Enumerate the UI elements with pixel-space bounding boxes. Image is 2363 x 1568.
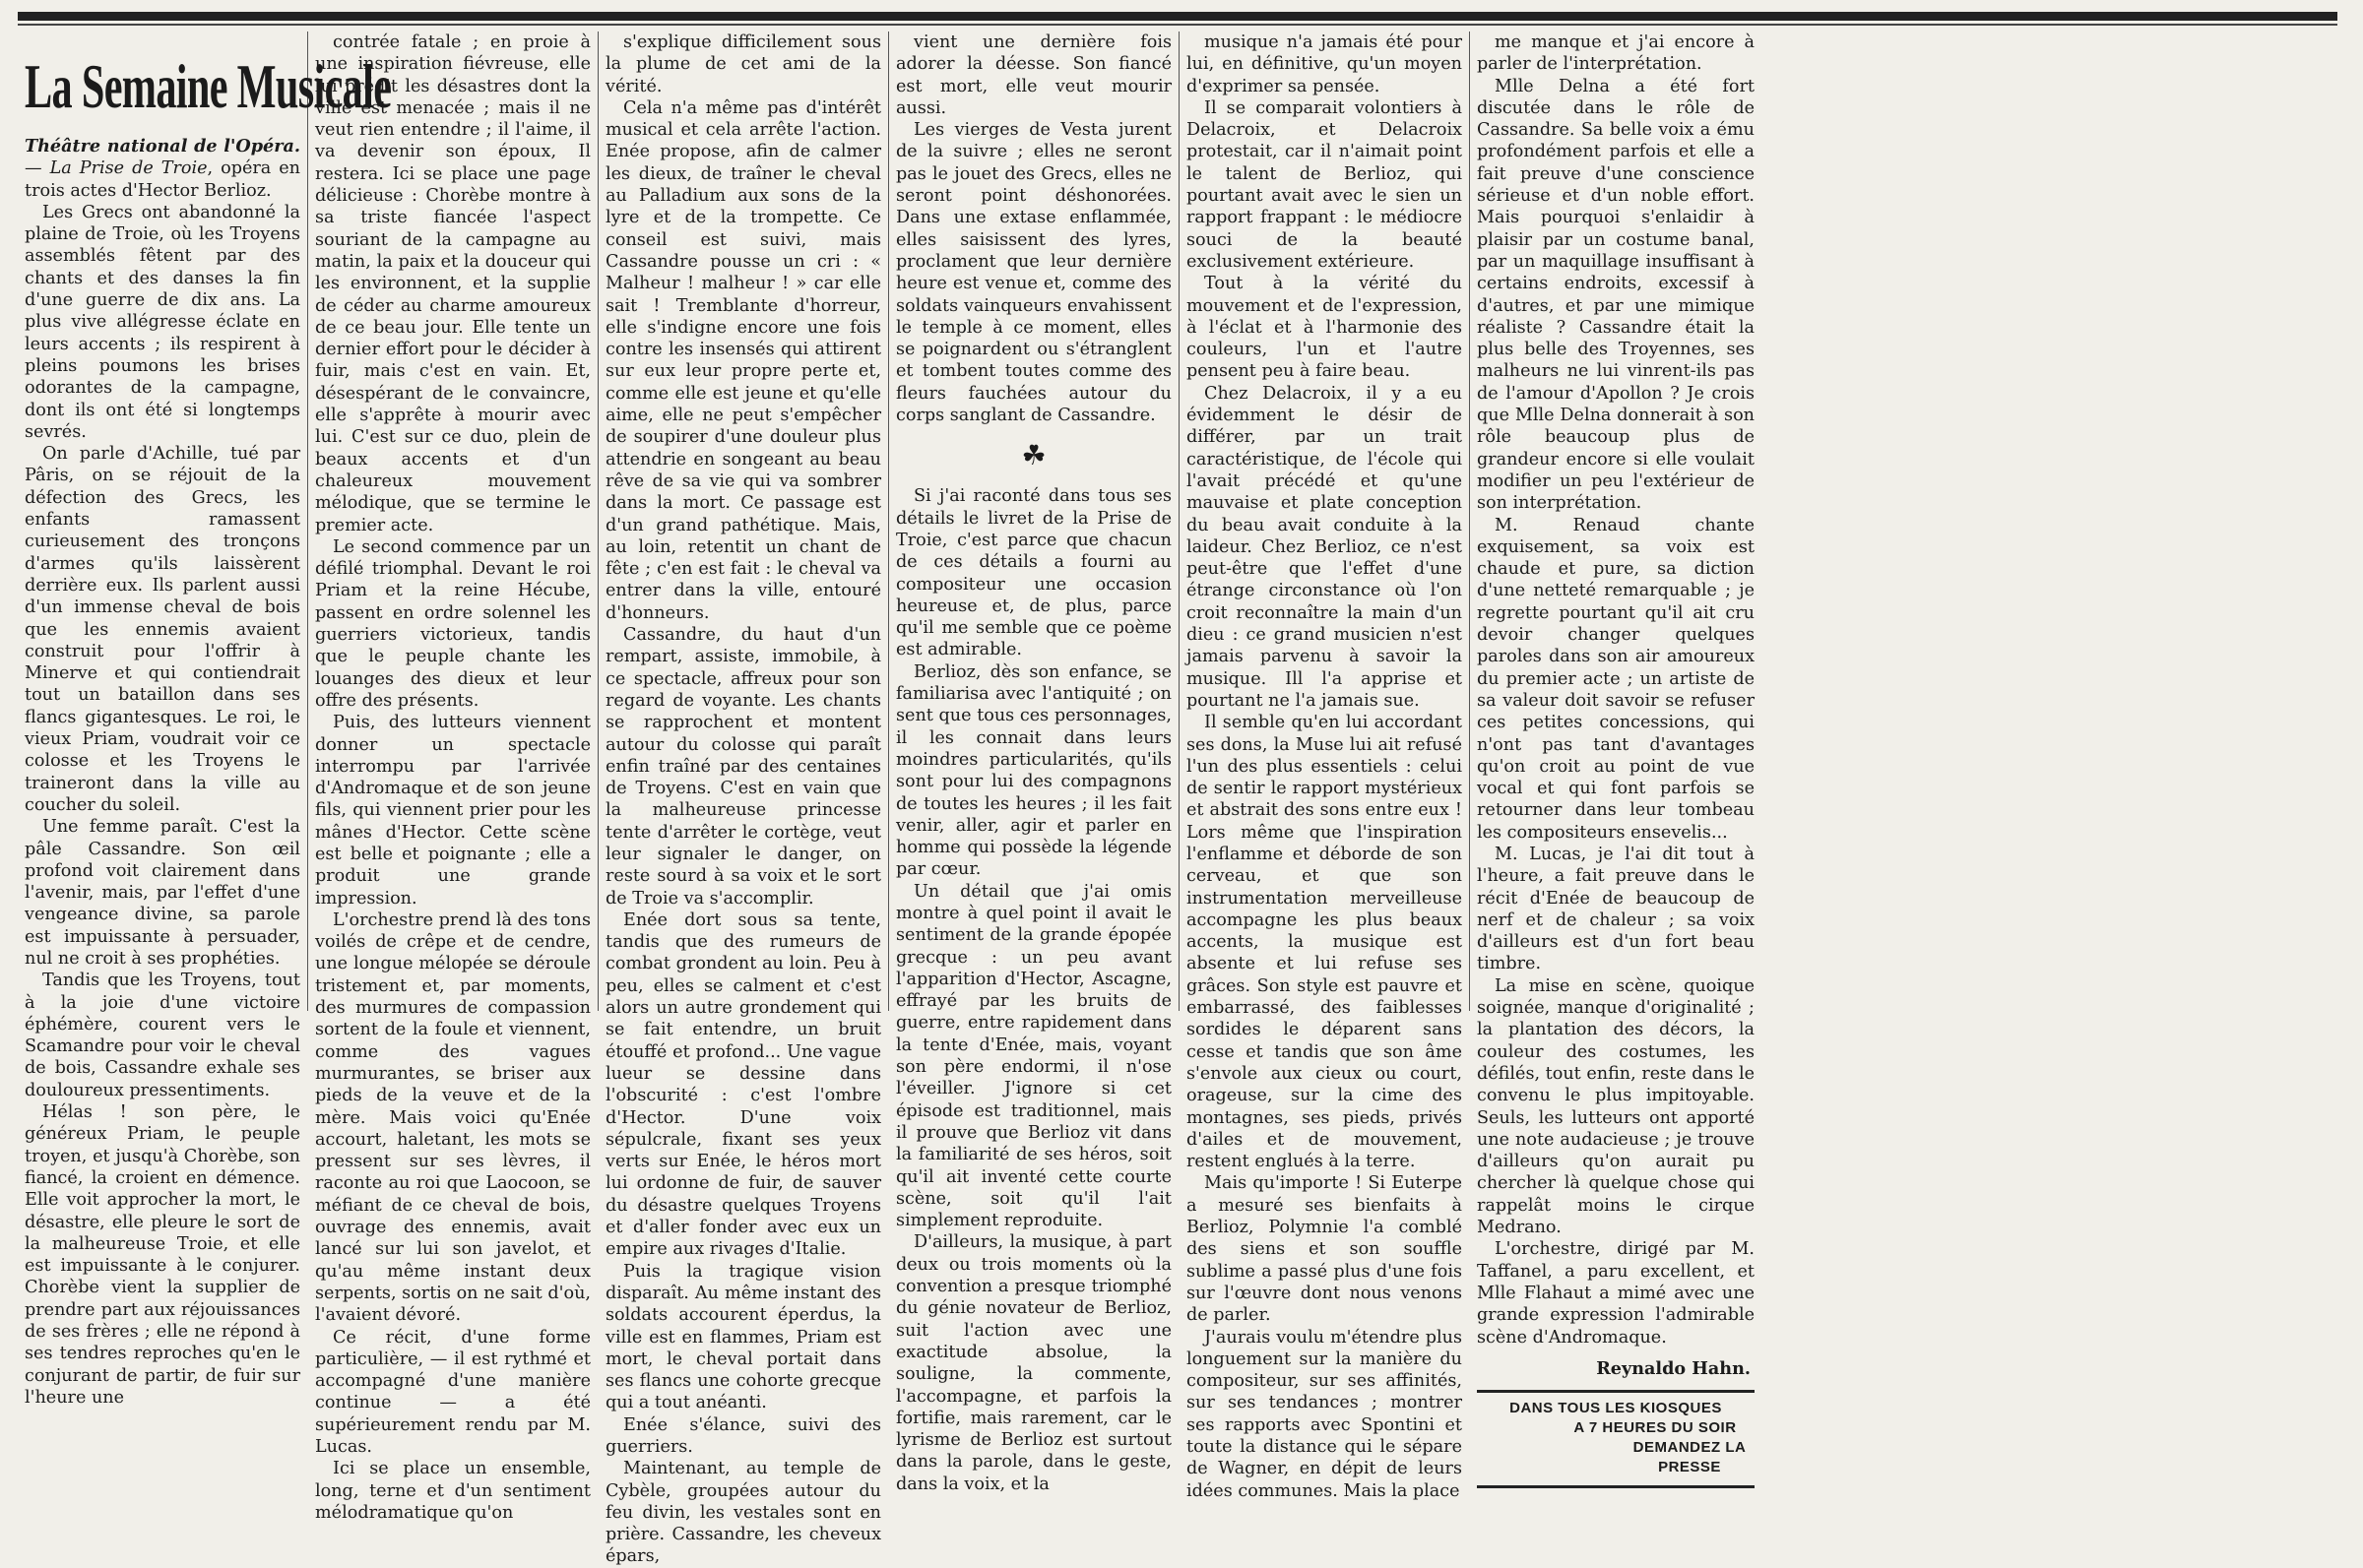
paragraph: s'explique difficilement sous la plume de cet ami de la vérité.	[606, 32, 881, 96]
rubric-venue: Théâtre national de l'Opéra.	[25, 136, 300, 157]
paragraph: contrée fatale ; en proie à une inspiration fiévreuse, elle lui prédit les désastres dont la ville est menacée ; mais il ne veut rien entendre ; il l'aime, il va devenir son époux, Il restera. Ici se place une page délicieuse : Chorèbe montre à sa triste fiancée l'aspect souriant de la campagne au matin, la paix et la douceur qui les environnent, et la supplie de céder au charme amoureux de ce beau jour. Elle tente un dernier effort pour le décider à fuir, mais c'est en vain. Et, désespérant de le convaincre, elle s'apprête à mourir avec lui. C'est sur ce duo, plein de beaux accents et d'un chaleureux mouvement mélodique, que se termine le premier acte.	[315, 32, 591, 535]
paragraph: Enée dort sous sa tente, tandis que des rumeurs de combat grondent au loin. Peu à peu, elles se calment et c'est alors un autre grondement qui se fait entendre, un bruit étouffé et profond... Une vague lueur se dessine dans l'obscurité : c'est l'ombre d'Hector. D'une voix sépulcrale, fixant ses yeux verts sur Enée, le héros mort lui ordonne de fuir, de sauver du désastre quelques Troyens et d'aller fonder avec eux un empire aux rivages d'Italie.	[606, 909, 881, 1260]
column-2-body	[315, 31, 591, 1524]
paragraph: vient une dernière fois adorer la déesse. Son fiancé est mort, elle veut mourir aussi.	[896, 32, 1172, 118]
paragraph: Mlle Delna a été fort discutée dans le rôle de Cassandre. Sa belle voix a ému profondément parfois et elle a fait preuve d'une conscience sérieuse et d'un noble effort. Mais pourquoi s'enlaidir à plaisir par un costume banal, par un maquillage insuffisant à certains endroits, excessif à d'autres, et par une mimique réaliste ? Cassandre était la plus belle des Troyennes, ses malheurs ne lui vinrent-ils pas de l'amour d'Apollon ? Je crois que Mlle Delna donnerait à son rôle beaucoup plus de grandeur encore si elle voulait modifier un peu l'extérieur de son interprétation.	[1477, 76, 1755, 514]
paragraph: Berlioz, dès son enfance, se familiarisa avec l'antiquité ; on sent que tous ces personnages, il les connait dans leurs moindres particularités, qu'ils sont pour lui des compagnons de toutes les heures ; il les fait venir, aller, agir et parler en homme qui possède la légende par cœur.	[896, 661, 1172, 880]
paragraph: Une femme paraît. C'est la pâle Cassandre. Son œil profond voit clairement dans l'avenir, mais, par l'effet d'une vengeance divine, sa parole est impuissante à persuader, nul ne croit à ses prophéties.	[25, 817, 300, 969]
column-3-body	[606, 31, 881, 1568]
paragraph: J'aurais voulu m'étendre plus longuement sur la manière du compositeur, sur ses affinités, sur ses tendances ; montrer ses rapports avec Spontini et toute la distance qui le sépare de Wagner, en dépit de leurs idées communes. Mais la place	[1186, 1327, 1462, 1501]
stop-press-line-1: DANS TOUS LES KIOSQUES	[1509, 1400, 1722, 1417]
paragraph: Puis la tragique vision disparaît. Au même instant des soldats accourent éperdus, la ville est en flammes, Priam est mort, le cheval portait dans ses flancs une cohorte grecque qui a tout anéanti.	[606, 1261, 881, 1413]
paragraph: D'ailleurs, la musique, à part deux ou trois moments où la convention a presque triomphé du génie novateur de Berlioz, suit l'action avec une exactitude absolue, la souligne, la commente, l'accompagne, et parfois la fortifie, mais rarement, car le lyrisme de Berlioz est surtout dans la parole, dans le geste, dans la voix, et la	[896, 1232, 1172, 1494]
masthead-title: La Semaine Musicale	[25, 51, 392, 121]
paragraph: Ce récit, d'une forme particulière, — il est rythmé et accompagné d'une manière continue — a été supérieurement rendu par M. Lucas.	[315, 1327, 591, 1457]
rubric-dash: —	[25, 158, 50, 179]
paragraph: Si j'ai raconté dans tous ses détails le livret de la Prise de Troie, c'est parce que chacun de ces détails a fourni au compositeur une occasion heureuse et, de plus, parce qu'il me semble que ce poème est admirable.	[896, 486, 1172, 660]
top-rule	[18, 12, 2337, 21]
paragraph: Maintenant, au temple de Cybèle, groupées autour du feu divin, les vestales sont en prière. Cassandre, les cheveux épars,	[606, 1459, 881, 1567]
paragraph: Ici se place un ensemble, long, terne et d'un sentiment mélodramatique qu'on	[315, 1459, 591, 1523]
paragraph: Hélas ! son père, le généreux Priam, le peuple troyen, et jusqu'à Chorèbe, son fiancé, la croient en démence. Elle voit approcher la mort, le désastre, elle pleure le sort de la malheureuse Troie, et elle est impuissante à le conjurer. Chorèbe vient la supplier de prendre part aux réjouissances de ses frères ; elle ne répond à ses tendres reproches qu'en le conjurant de partir, de fuir sur l'heure une	[25, 1102, 300, 1408]
stop-press-banner	[1477, 1390, 1755, 1488]
column-6	[1470, 31, 1761, 1476]
paragraph: musique n'a jamais été pour lui, en définitive, qu'un moyen d'exprimer sa pensée.	[1186, 32, 1462, 96]
section-separator-ornament: ☘	[1021, 439, 1047, 472]
paragraph: Les vierges de Vesta jurent de la suivre ; elles ne seront pas le jouet des Grecs, elles ne seront point déshonorées. Dans une extase enflammée, elles saisissent des lyres, proclament que leur dernière heure est venue et, comme des soldats vainqueurs envahissent le temple à ce moment, elles se poignardent ou s'étranglent et tombent toutes comme des fleurs fauchées autour du corps sanglant de Cassandre.	[896, 120, 1172, 426]
paragraph: Les Grecs ont abandonné la plaine de Troie, où les Troyens assemblés fêtent par des chants et des danses la fin d'une guerre de dix ans. La plus vive allégresse éclate en leurs accents ; ils respirent à pleins poumons les brises odorantes de la campagne, dont ils ont été si longtemps sevrés.	[25, 202, 300, 442]
paragraph: M. Renaud chante exquisement, sa voix est chaude et pure, sa diction d'une netteté remarquable ; je regrette pourtant qu'il ait cru devoir changer quelques paroles dans son air amoureux du premier acte ; un artiste de sa valeur doit savoir se refuser ces petites concessions, qui n'ont pas tant d'avantages qu'on croit au point de vue vocal et qui font parfois se retourner dans leur tombeau les compositeurs ensevelis...	[1477, 515, 1755, 843]
rubric-description: , opéra en trois actes d'Hector Berlioz.	[25, 158, 301, 201]
column-4-body	[896, 31, 1172, 426]
paragraph: Le second commence par un défilé triomphal. Devant le roi Priam et la reine Hécube, passent en ordre solennel les guerriers victorieux, tandis que le peuple chante les louanges des dieux et leur offre des présents.	[315, 536, 591, 711]
paragraph: Puis, des lutteurs viennent donner un spectacle interrompu par l'arrivée d'Andromaque et de son jeune fils, qui viennent prier pour les mânes d'Hector. Cette scène est belle et poignante ; elle a produit une grande impression.	[315, 713, 591, 909]
paragraph: M. Lucas, je l'ai dit tout à l'heure, a fait preuve dans le récit d'Enée de beaucoup de nerf et de chaleur ; sa voix d'ailleurs est d'un fort beau timbre.	[1477, 844, 1755, 974]
paragraph: On parle d'Achille, tué par Pâris, on se réjouit de la défection des Grecs, les enfants ramassent curieusement des tronçons d'armes qu'ils laissèrent derrière eux. Ils parlent aussi d'un immense cheval de bois que les ennemis avaient construit pour l'offrir à Minerve et qui contiendrait tout un bataillon dans ses flancs gigantesques. Le roi, le vieux Priam, voudrait voir ce colosse et les Troyens le traineront dans la ville au coucher du soleil.	[25, 444, 300, 815]
paragraph: Cassandre, du haut d'un rempart, assiste, immobile, à ce spectacle, affreux pour son regard de voyante. Les chants se rapprochent et montent autour du colosse qui paraît enfin traîné par des centaines de Troyens. C'est en vain que la malheureuse princesse tente d'arrêter le cortège, veut leur signaler le danger, on reste sourd à sa voix et le sort de Troie va s'accomplir.	[606, 625, 881, 909]
paragraph: Tandis que les Troyens, tout à la joie d'une victoire éphémère, courent vers le Scamandre pour voir le cheval de bois, Cassandre exhale ses douloureux pressentiments.	[25, 971, 300, 1100]
top-rule-thin	[18, 24, 2337, 26]
article-columns	[18, 31, 2343, 1567]
paragraph: La mise en scène, quoique soignée, manque d'originalité ; la plantation des décors, la couleur des costumes, les défilés, tout enfin, reste dans le convenu le plus impitoyable. Seuls, les lutteurs ont apporté une note audacieuse ; je trouve d'ailleurs qu'on aurait pu chercher là quelque chose qui rappelât moins le cirque Medrano.	[1477, 975, 1755, 1238]
paragraph: Cela n'a même pas d'intérêt musical et cela arrête l'action. Enée propose, afin de calmer les dieux, de traîner le cheval au Palladium aux sons de la lyre et de la trompette. Ce conseil est suivi, mais Cassandre pousse un cri : « Malheur ! malheur ! » car elle sait ! Tremblante d'horreur, elle s'indigne encore une fois contre les insensés qui attirent sur eux leur propre perte et, comme elle est jeune et qu'elle aime, elle ne peut s'empêcher de soupirer d'une douleur plus attendrie en songeant au beau rêve de sa vie qui va sombrer dans la mort. Ce passage est d'un grand pathétique. Mais, au loin, retentit un chant de fête ; c'en est fait : le cheval va entrer dans la ville, entouré d'honneurs.	[606, 97, 881, 623]
paragraph: Chez Delacroix, il y a eu évidemment le désir de différer, par un trait caractéristique, de l'école qui l'avait précédé et qu'une mauvaise et plate conception du beau avait conduite à la laideur. Chez Berlioz, ce n'est peut-être que l'effet d'une étrange circonstance où l'on croit reconnaître la main d'un dieu : ce grand musicien n'est jamais parvenu à savoir la musique. Ill l'a apprise et pourtant ne l'a jamais sue.	[1186, 383, 1462, 711]
stop-press-line-3: DEMANDEZ LA PRESSE	[1632, 1439, 1747, 1476]
column-6-body	[1477, 31, 1755, 1348]
rubric-work-title: La Prise de Troie	[49, 158, 208, 179]
paragraph: Un détail que j'ai omis montre à quel point il avait le sentiment de la grande épopée grecque : un peu avant l'apparition d'Hector, Ascagne, effrayé par les bruits de guerre, entre rapidement dans la tente d'Enée, mais, voyant son père endormi, il n'ose l'éveiller. J'ignore si cet épisode est traditionnel, mais il prouve que Berlioz vit dans la familiarité de ses héros, soit qu'il ait inventé cette courte scène, soit qu'il l'ait simplement reproduite.	[896, 881, 1172, 1231]
column-1-body	[25, 202, 300, 1409]
column-5-body	[1186, 31, 1462, 1502]
article-rubric	[25, 136, 300, 202]
paragraph: Il semble qu'en lui accordant ses dons, la Muse lui ait refusé l'un des plus essentiels : celui de sentir le rapport mystérieux et abstrait des sons entre eux ! Lors même que l'inspiration l'enflamme et déborde de son cerveau, et que son instrumentation merveilleuse accompagne les plus beaux accents, la musique est absente et lui refuse ses grâces. Son style est pauvre et embarrassé, des faiblesses sordides le déparent sans cesse et tandis que son âme s'envole aux cieux ou court, orageuse, sur la cime des montagnes, ses pieds, privés d'ailes et de mouvement, restent englués à la terre.	[1186, 713, 1462, 1172]
author-signature: Reynaldo Hahn.	[1596, 1357, 1751, 1379]
paragraph: Enée s'élance, suivi des guerriers.	[606, 1414, 881, 1457]
paragraph: Il se comparait volontiers à Delacroix, et Delacroix protestait, car il n'aimait point le talent de Berlioz, qui pourtant avait avec le sien un rapport frappant : le médiocre souci de la beauté exclusivement extérieure.	[1186, 97, 1462, 272]
column-4-body-after	[896, 485, 1172, 1495]
column-2	[308, 31, 599, 1523]
column-3	[599, 31, 889, 1567]
paragraph: me manque et j'ai encore à parler de l'interprétation.	[1477, 32, 1755, 75]
paragraph: L'orchestre prend là des tons voilés de crêpe et de cendre, une longue mélopée se déroule tristement et, par moments, des murmures de compassion sortent de la foule et viennent, comme des vagues murmurantes, se briser aux pieds de la veuve et de la mère. Mais voici qu'Enée accourt, haletant, les mots se pressent sur ses lèvres, il raconte au roi que Laocoon, se méfiant de ce cheval de bois, ouvrage des ennemis, avait lancé sur lui son javelot, et qu'au même instant deux serpents, sortis on ne sait d'où, l'avaient dévoré.	[315, 909, 591, 1326]
column-1	[18, 31, 392, 1408]
stop-press-line-2: A 7 HEURES DU SOIR	[1573, 1419, 1737, 1437]
paragraph: Tout à la vérité du mouvement et de l'expression, à l'éclat et à l'harmonie des couleurs, l'un et l'autre pensent peu à faire beau.	[1186, 274, 1462, 382]
paragraph: Mais qu'importe ! Si Euterpe a mesuré ses bienfaits à Berlioz, Polymnie l'a comblé des siens et son souffle sublime a passé plus d'une fois sur l'œuvre dont nous venons de parler.	[1186, 1173, 1462, 1326]
column-4	[889, 31, 1180, 1494]
column-5	[1180, 31, 1470, 1501]
paragraph: L'orchestre, dirigé par M. Taffanel, a paru excellent, et Mlle Flahaut a mimé avec une grande expression l'admirable scène d'Andromaque.	[1477, 1239, 1755, 1348]
